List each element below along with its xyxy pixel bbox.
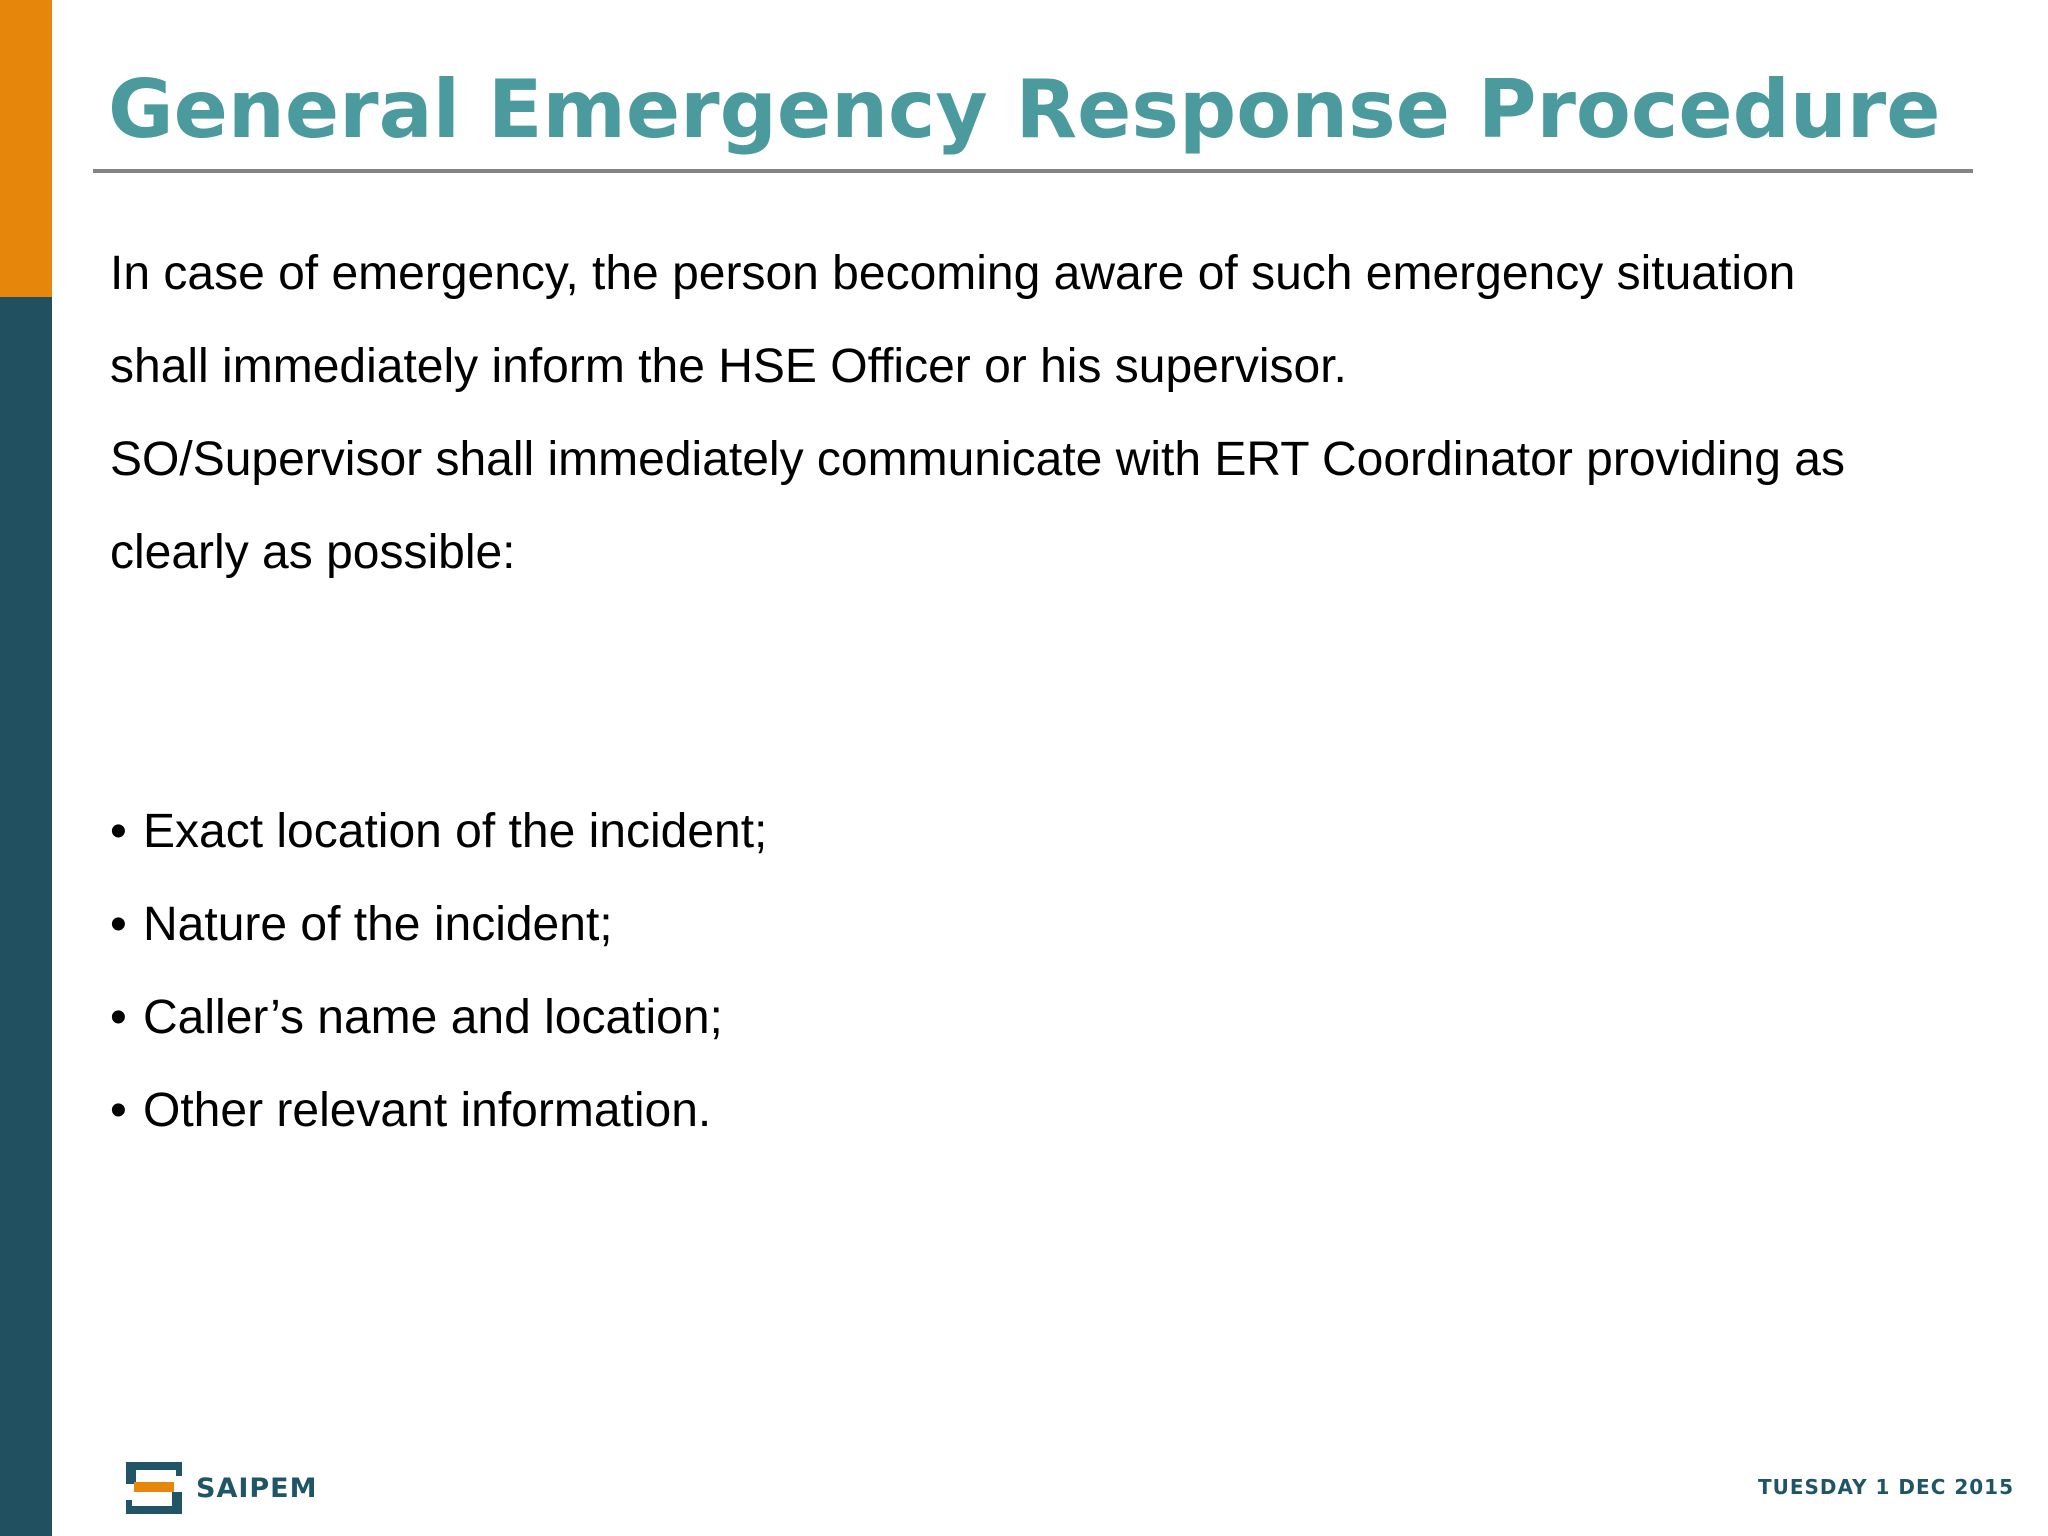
bullet-item [110,971,767,1064]
title-divider [93,169,1973,173]
saipem-logo-icon [124,1460,184,1516]
bullet-item [110,785,767,878]
slide-title: General Emergency Response Procedure [108,63,1941,156]
logo-text: SAIPEM [196,1472,318,1504]
slide-body [110,227,2010,599]
bullet-item [110,1064,767,1157]
saipem-logo [124,1460,318,1516]
bullet-item [110,878,767,971]
bullet-list [110,785,767,1157]
bullet-icon: • [110,805,127,858]
bullet-icon: • [110,1084,127,1137]
body-paragraph: SO/Supervisor shall immediately communicate with ERT Coordinator providing as clearly as possible: [110,433,1845,579]
bullet-text: Other relevant information. [143,1084,712,1137]
bullet-icon: • [110,898,127,951]
bullet-text: Caller’s name and location; [143,991,723,1044]
body-paragraph: In case of emergency, the person becoming aware of such emergency situation shall immediately inform the HSE Officer or his supervisor. [110,247,1796,393]
bullet-text: Nature of the incident; [143,898,613,951]
bullet-icon: • [110,991,127,1044]
side-bar-accent [0,0,52,297]
slide-date: TUESDAY 1 DEC 2015 [1757,1475,2014,1499]
bullet-text: Exact location of the incident; [143,805,768,858]
